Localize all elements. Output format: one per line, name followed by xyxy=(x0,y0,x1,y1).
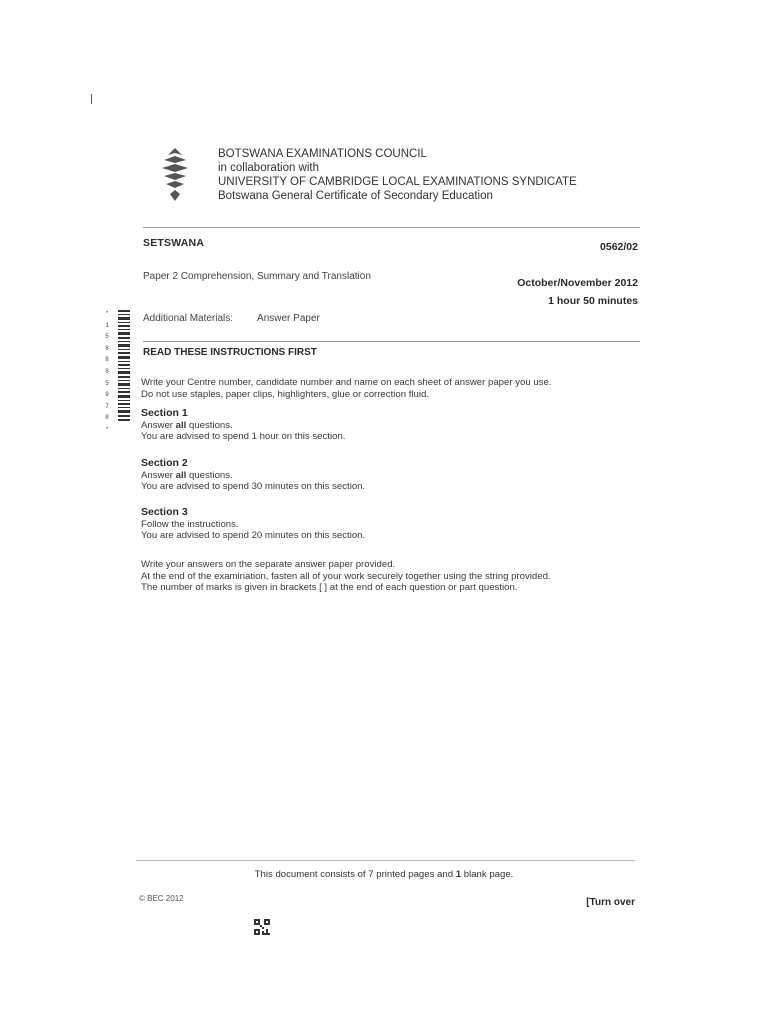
instructions-rule xyxy=(143,341,640,342)
exam-session: October/November 2012 xyxy=(517,277,638,289)
session-block xyxy=(517,274,638,310)
section-instruction: Answer all questions. xyxy=(141,419,233,431)
turn-over: [Turn over xyxy=(586,897,635,908)
additional-materials xyxy=(143,313,320,324)
council-name: BOTSWANA EXAMINATIONS COUNCIL xyxy=(218,148,427,160)
page-count-note: This document consists of 7 printed pages and 1 blank page. xyxy=(254,869,514,880)
closing-instructions xyxy=(141,559,551,594)
syndicate-name: UNIVERSITY OF CAMBRIDGE LOCAL EXAMINATIONS SYNDICATE xyxy=(218,176,577,188)
instructions-title: READ THESE INSTRUCTIONS FIRST xyxy=(143,347,317,358)
section-title: Section 2 xyxy=(141,457,188,469)
section-advice: You are advised to spend 30 minutes on this section. xyxy=(141,481,366,492)
header-rule xyxy=(143,227,640,228)
instruction-line: Write your Centre number, candidate number and name on each sheet of answer paper you use. xyxy=(141,377,552,388)
paper-code: 0562/02 xyxy=(600,241,638,253)
footer-rule xyxy=(136,860,635,861)
collaboration-line: in collaboration with xyxy=(218,162,320,174)
barcode-icon xyxy=(112,308,134,424)
copyright: © BEC 2012 xyxy=(139,894,184,903)
section-title: Section 3 xyxy=(141,506,188,518)
section-title: Section 1 xyxy=(141,407,188,419)
certificate-name: Botswana General Certificate of Secondary Education xyxy=(218,190,493,202)
barcode-number: * 1 5 8 8 8 5 9 7 8 * xyxy=(105,310,109,433)
qr-code-icon xyxy=(254,919,270,935)
section-advice: You are advised to spend 1 hour on this section. xyxy=(141,431,346,442)
section-advice: You are advised to spend 20 minutes on this section. xyxy=(141,530,366,541)
general-instructions xyxy=(141,377,551,400)
instruction-line: Do not use staples, paper clips, highlighters, glue or correction fluid. xyxy=(141,388,429,400)
paper-title: Paper 2 Comprehension, Summary and Translation xyxy=(143,271,371,282)
scan-mark xyxy=(91,94,92,104)
subject-title: SETSWANA xyxy=(143,237,205,249)
section-instruction: Answer all questions. xyxy=(141,469,233,481)
section-3 xyxy=(141,507,365,542)
section-2 xyxy=(141,458,365,493)
issuer-header xyxy=(218,147,577,203)
section-1 xyxy=(141,408,345,443)
closing-line: The number of marks is given in brackets [ ] at the end of each question or part question. xyxy=(141,582,518,593)
materials-value: Answer Paper xyxy=(257,313,320,324)
bec-logo-icon xyxy=(160,146,190,202)
materials-label: Additional Materials: xyxy=(143,313,234,324)
closing-line: At the end of the examination, fasten all of your work securely together using the string provided. xyxy=(141,570,551,582)
exam-duration: 1 hour 50 minutes xyxy=(548,295,638,307)
section-instruction: Follow the instructions. xyxy=(141,518,239,530)
closing-line: Write your answers on the separate answer paper provided. xyxy=(141,559,396,570)
